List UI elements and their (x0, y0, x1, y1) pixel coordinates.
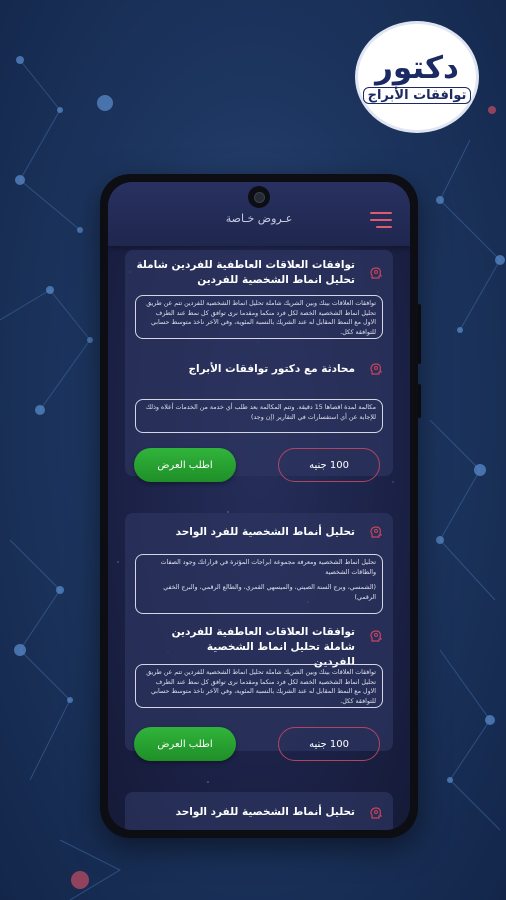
order-offer-button[interactable]: اطلب العرض (134, 448, 236, 482)
offer-card (125, 513, 393, 751)
description-text: تحليل انماط الشخصية ومعرفة مجموعة ابراجات المؤثرة في قراراتك وجود الصفات والطاقات الشخصية (160, 559, 376, 576)
front-camera (248, 186, 270, 208)
offer-card (125, 250, 393, 476)
section-description (135, 399, 383, 433)
app-screen (108, 182, 410, 830)
section-description (135, 554, 383, 614)
section-title: تحليل أنماط الشخصية للفرد الواحد (175, 806, 355, 818)
head-profile-icon (369, 266, 383, 280)
section-description (135, 664, 383, 708)
head-profile-icon (369, 629, 383, 643)
description-text: توافقات العلاقات بينك وبين الشريك شاملة تحليل انماط الشخصية للفردين تتم عن طريق تحليل انماط الشخصية الخصة لكل فرد منكما ومقدما نرى توافق كل نمط عند الطرف الاول مع النمط المقابل له عند الشريك بالنسبة المئوية، وفي الآخر ناخذ متوسط حسابي للتوافقة ككل. (146, 300, 376, 336)
description-text: توافقات العلاقات بينك وبين الشريك شاملة تحليل انماط الشخصية للفردين تتم عن طريق تحليل انماط الشخصية الخصة لكل فرد منكما ومقدما نرى توافق كل نمط عند الطرف الاول مع النمط المقابل له عند الشريك بالنسبة المئوية، وفي الآخر ناخذ متوسط حسابي للتوافقة ككل. (146, 669, 376, 705)
order-offer-button[interactable]: اطلب العرض (134, 727, 236, 761)
phone-frame (100, 174, 418, 838)
section-title: تحليل أنماط الشخصية للفرد الواحد (175, 526, 355, 538)
head-profile-icon (369, 806, 383, 820)
price-button[interactable]: 100 جنيه (278, 727, 380, 761)
offers-list[interactable] (108, 246, 410, 830)
section-description (135, 295, 383, 339)
offer-card (125, 792, 393, 830)
volume-button (418, 304, 421, 364)
head-profile-icon (369, 362, 383, 376)
price-button[interactable]: 100 جنيه (278, 448, 380, 482)
description-text: مكالمة لمدة اقصاها 15 دقيقة. وتتم المكالمة بعد طلب أي خدمة من الخدمات أعلاه وذلك للإجابة عن أي استفسارات في التقارير (إن وجد) (145, 404, 376, 421)
header-title: عـروض خـاصة (225, 212, 293, 225)
logo-line1: دكتور (375, 49, 459, 86)
head-profile-icon (369, 525, 383, 539)
section-title: توافقات العلاقات العاطفية للفردين شاملة تحليل انماط الشخصية للفردين (136, 259, 355, 286)
section-title: توافقات العلاقات العاطفية للفردين شاملة تحليل انماط الشخصية للفردين (171, 626, 355, 668)
power-button (418, 384, 421, 418)
hamburger-menu-icon[interactable] (370, 212, 392, 228)
logo-line2: توافقات الأبراج (363, 87, 472, 104)
brand-logo (358, 24, 476, 130)
description-text: (الشمسي، وبرج السنة الصيني، والميسهي القمري، والطالع الرقمي، والبرج الخفي الرقمي) (163, 584, 376, 601)
section-title: محادثة مع دكتور توافقات الأبراج (188, 363, 355, 375)
